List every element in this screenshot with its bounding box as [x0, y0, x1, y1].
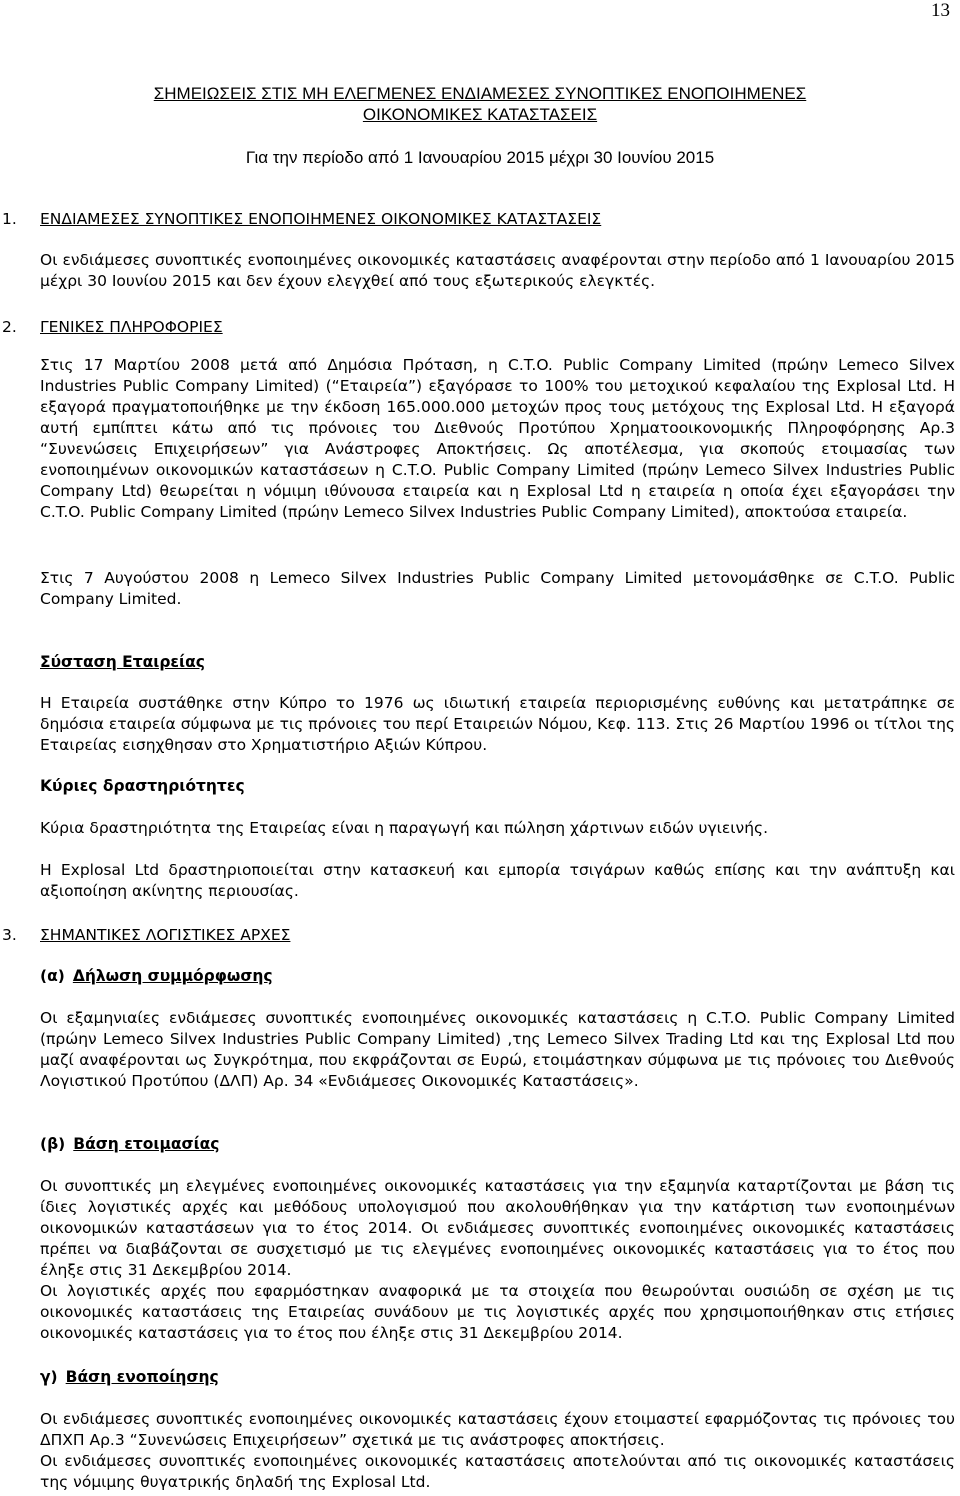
section-2-title: ΓΕΝΙΚΕΣ ΠΛΗΡΟΦΟΡΙΕΣ — [40, 318, 223, 336]
subsection-c-title: Βάση ενοποίησης — [65, 1368, 219, 1386]
subsection-c-heading — [40, 1368, 219, 1386]
document-period: Για την περίοδο από 1 Ιανουαρίου 2015 μέχρι 30 Ιουνίου 2015 — [245, 148, 715, 167]
subsection-a-label: (α) — [40, 967, 65, 985]
subsection-a-paragraph: Οι εξαμηνιαίες ενδιάμεσες συνοπτικές ενοποιημένες οικονομικές καταστάσεις η C.T.O. Public Company Limited (πρώην Lemeco Silvex Industries Public Company Limited) ,της Lemeco Silvex Trading Ltd και της Explosal Ltd που μαζί αναφέρονται ως Συγκρότημα, που εκφράζονται σε Ευρώ, ετοιμάστηκαν σύμφωνα με τις πρόνοιες του Διεθνούς Λογιστικού Προτύπου (ΔΛΠ) Αρ. 34 «Ενδιάμεσες Οικονομικές Καταστάσεις». — [40, 1009, 955, 1090]
document-title-line2: ΟΙΚΟΝΟΜΙΚΕΣ ΚΑΤΑΣΤΑΣΕΙΣ — [362, 105, 598, 124]
subsection-b-title: Βάση ετοιμασίας — [73, 1135, 220, 1153]
incorporation-heading: Σύσταση Εταιρείας — [40, 653, 205, 671]
subsection-c-label: γ) — [40, 1368, 58, 1386]
activities-heading: Κύριες δραστηριότητες — [40, 777, 245, 795]
section-2-paragraph-1: Στις 17 Μαρτίου 2008 μετά από Δημόσια Πρόταση, η C.T.O. Public Company Limited (πρώην Lemeco Silvex Industries Public Company Limited) (“Εταιρεία”) εξαγόρασε το 100% του μετοχικού κεφαλαίου της Explosal Ltd. Η εξαγορά πραγματοποιήθηκε με την έκδοση 165.000.000 μετοχών προς τους μετόχους της Explosal Ltd. Η εξαγορά αυτή εμπίπτει κάτω από τις πρόνοιες του Διεθνούς Προτύπου Χρηματοοικονομικής Πληροφόρησης Αρ.3 “Συνενώσεις Επιχειρήσεων” για Ανάστροφες Αποκτήσεις. Ως αποτέλεσμα, για σκοπούς ετοιμασίας των ενοποιημένων οικονομικών καταστάσεων η C.T.O. Public Company Limited (πρώην Lemeco Silvex Industries Public Company Ltd) θεωρείται η νόμιμη ιθύνουσα εταιρεία και η Explosal Ltd η εταιρεία η οποία έχει εξαγοράσει την C.T.O. Public Company Limited (πρώην Lemeco Silvex Industries Public Company Limited), αποκτούσα εταιρεία. — [40, 356, 955, 521]
section-3-title: ΣΗΜΑΝΤΙΚΕΣ ΛΟΓΙΣΤΙΚΕΣ ΑΡΧΕΣ — [40, 926, 291, 944]
section-1-number: 1. — [2, 210, 17, 228]
subsection-a-heading — [40, 967, 273, 985]
section-1-paragraph: Οι ενδιάμεσες συνοπτικές ενοποιημένες οικονομικές καταστάσεις αναφέρονται στην περίοδο από 1 Ιανουαρίου 2015 μέχρι 30 Ιουνίου 2015 και δεν έχουν ελεγχθεί από τους εξωτερικούς ελεγκτές. — [40, 251, 955, 290]
section-2-number: 2. — [2, 318, 17, 336]
subsection-c-paragraph-2: Οι ενδιάμεσες συνοπτικές ενοποιημένες οικονομικές καταστάσεις αποτελούνται από τις οικονομικές καταστάσεις της νόμιμης θυγατρικής δηλαδή της Explosal Ltd. — [40, 1452, 955, 1491]
section-2-paragraph-2: Στις 7 Αυγούστου 2008 η Lemeco Silvex Industries Public Company Limited μετονομάσθηκε σε C.T.O. Public Company Limited. — [40, 569, 955, 608]
incorporation-paragraph: Η Εταιρεία συστάθηκε στην Κύπρο το 1976 ως ιδιωτική εταιρεία περιορισμένης ευθύνης και μετατράπηκε σε δημόσια εταιρεία σύμφωνα με τις πρόνοιες του περί Εταιρειών Νόμου, Κεφ. 113. Στις 26 Μαρτίου 1996 οι τίτλοι της Εταιρείας εισηχθησαν στο Χρηματιστήριο Αξιών Κύπρου. — [40, 694, 955, 754]
document-title-line1: ΣΗΜΕΙΩΣΕΙΣ ΣΤΙΣ ΜΗ ΕΛΕΓΜΕΝΕΣ ΕΝΔΙΑΜΕΣΕΣ ΣΥΝΟΠΤΙΚΕΣ ΕΝΟΠΟΙΗΜΕΝΕΣ — [153, 84, 807, 103]
page-number: 13 — [931, 0, 950, 21]
section-1-title: ΕΝΔΙΑΜΕΣΕΣ ΣΥΝΟΠΤΙΚΕΣ ΕΝΟΠΟΙΗΜΕΝΕΣ ΟΙΚΟΝΟΜΙΚΕΣ ΚΑΤΑΣΤΑΣΕΙΣ — [40, 210, 602, 228]
section-3-number: 3. — [2, 926, 17, 944]
subsection-c-paragraph-1: Οι ενδιάμεσες συνοπτικές ενοποιημένες οικονομικές καταστάσεις έχουν ετοιμαστεί εφαρμόζοντας τις πρόνοιες του ΔΠΧΠ Αρ.3 “Συνενώσεις Επιχειρήσεων” σχετικά με τις ανάστροφες αποκτήσεις. — [40, 1410, 955, 1449]
subsection-b-heading — [40, 1135, 219, 1153]
subsection-b-paragraph-2: Οι λογιστικές αρχές που εφαρμόστηκαν αναφορικά με τα στοιχεία που θεωρούνται ουσιώδη σε σχέση με τις οικονομικές καταστάσεις της Εταιρείας συνάδουν με τις λογιστικές αρχές που χρησιμοποιήθηκαν στις ετήσιες οικονομικές καταστάσεις για το έτος που έληξε στις 31 Δεκεμβρίου 2014. — [40, 1282, 955, 1342]
activities-paragraph-1: Κύρια δραστηριότητα της Εταιρείας είναι η παραγωγή και πώληση χάρτινων ειδών υγιεινής. — [40, 819, 769, 837]
activities-paragraph-2: Η Explosal Ltd δραστηριοποιείται στην κατασκευή και εμπορία τσιγάρων καθώς επίσης και την ανάπτυξη και αξιοποίηση ακίνητης περιουσίας. — [40, 861, 955, 900]
subsection-b-label: (β) — [40, 1135, 66, 1153]
subsection-b-paragraph-1: Οι συνοπτικές μη ελεγμένες ενοποιημένες οικονομικές καταστάσεις για την εξαμηνία καταρτίζονται με βάση τις ίδιες λογιστικές αρχές και μεθόδους υπολογισμού που ακολουθήθηκαν για την κατάρτιση των ενοποιημένων οικονομικών καταστάσεων για το έτος 2014. Οι ενδιάμεσες συνοπτικές ενοποιημένες οικονομικές καταστάσεις πρέπει να διαβάζονται σε συσχετισμό με τις ελεγμένες ενοποιημένες οικονομικές καταστάσεις για το έτος που έληξε στις 31 Δεκεμβρίου 2014. — [40, 1177, 955, 1279]
subsection-a-title: Δήλωση συμμόρφωσης — [72, 967, 273, 985]
